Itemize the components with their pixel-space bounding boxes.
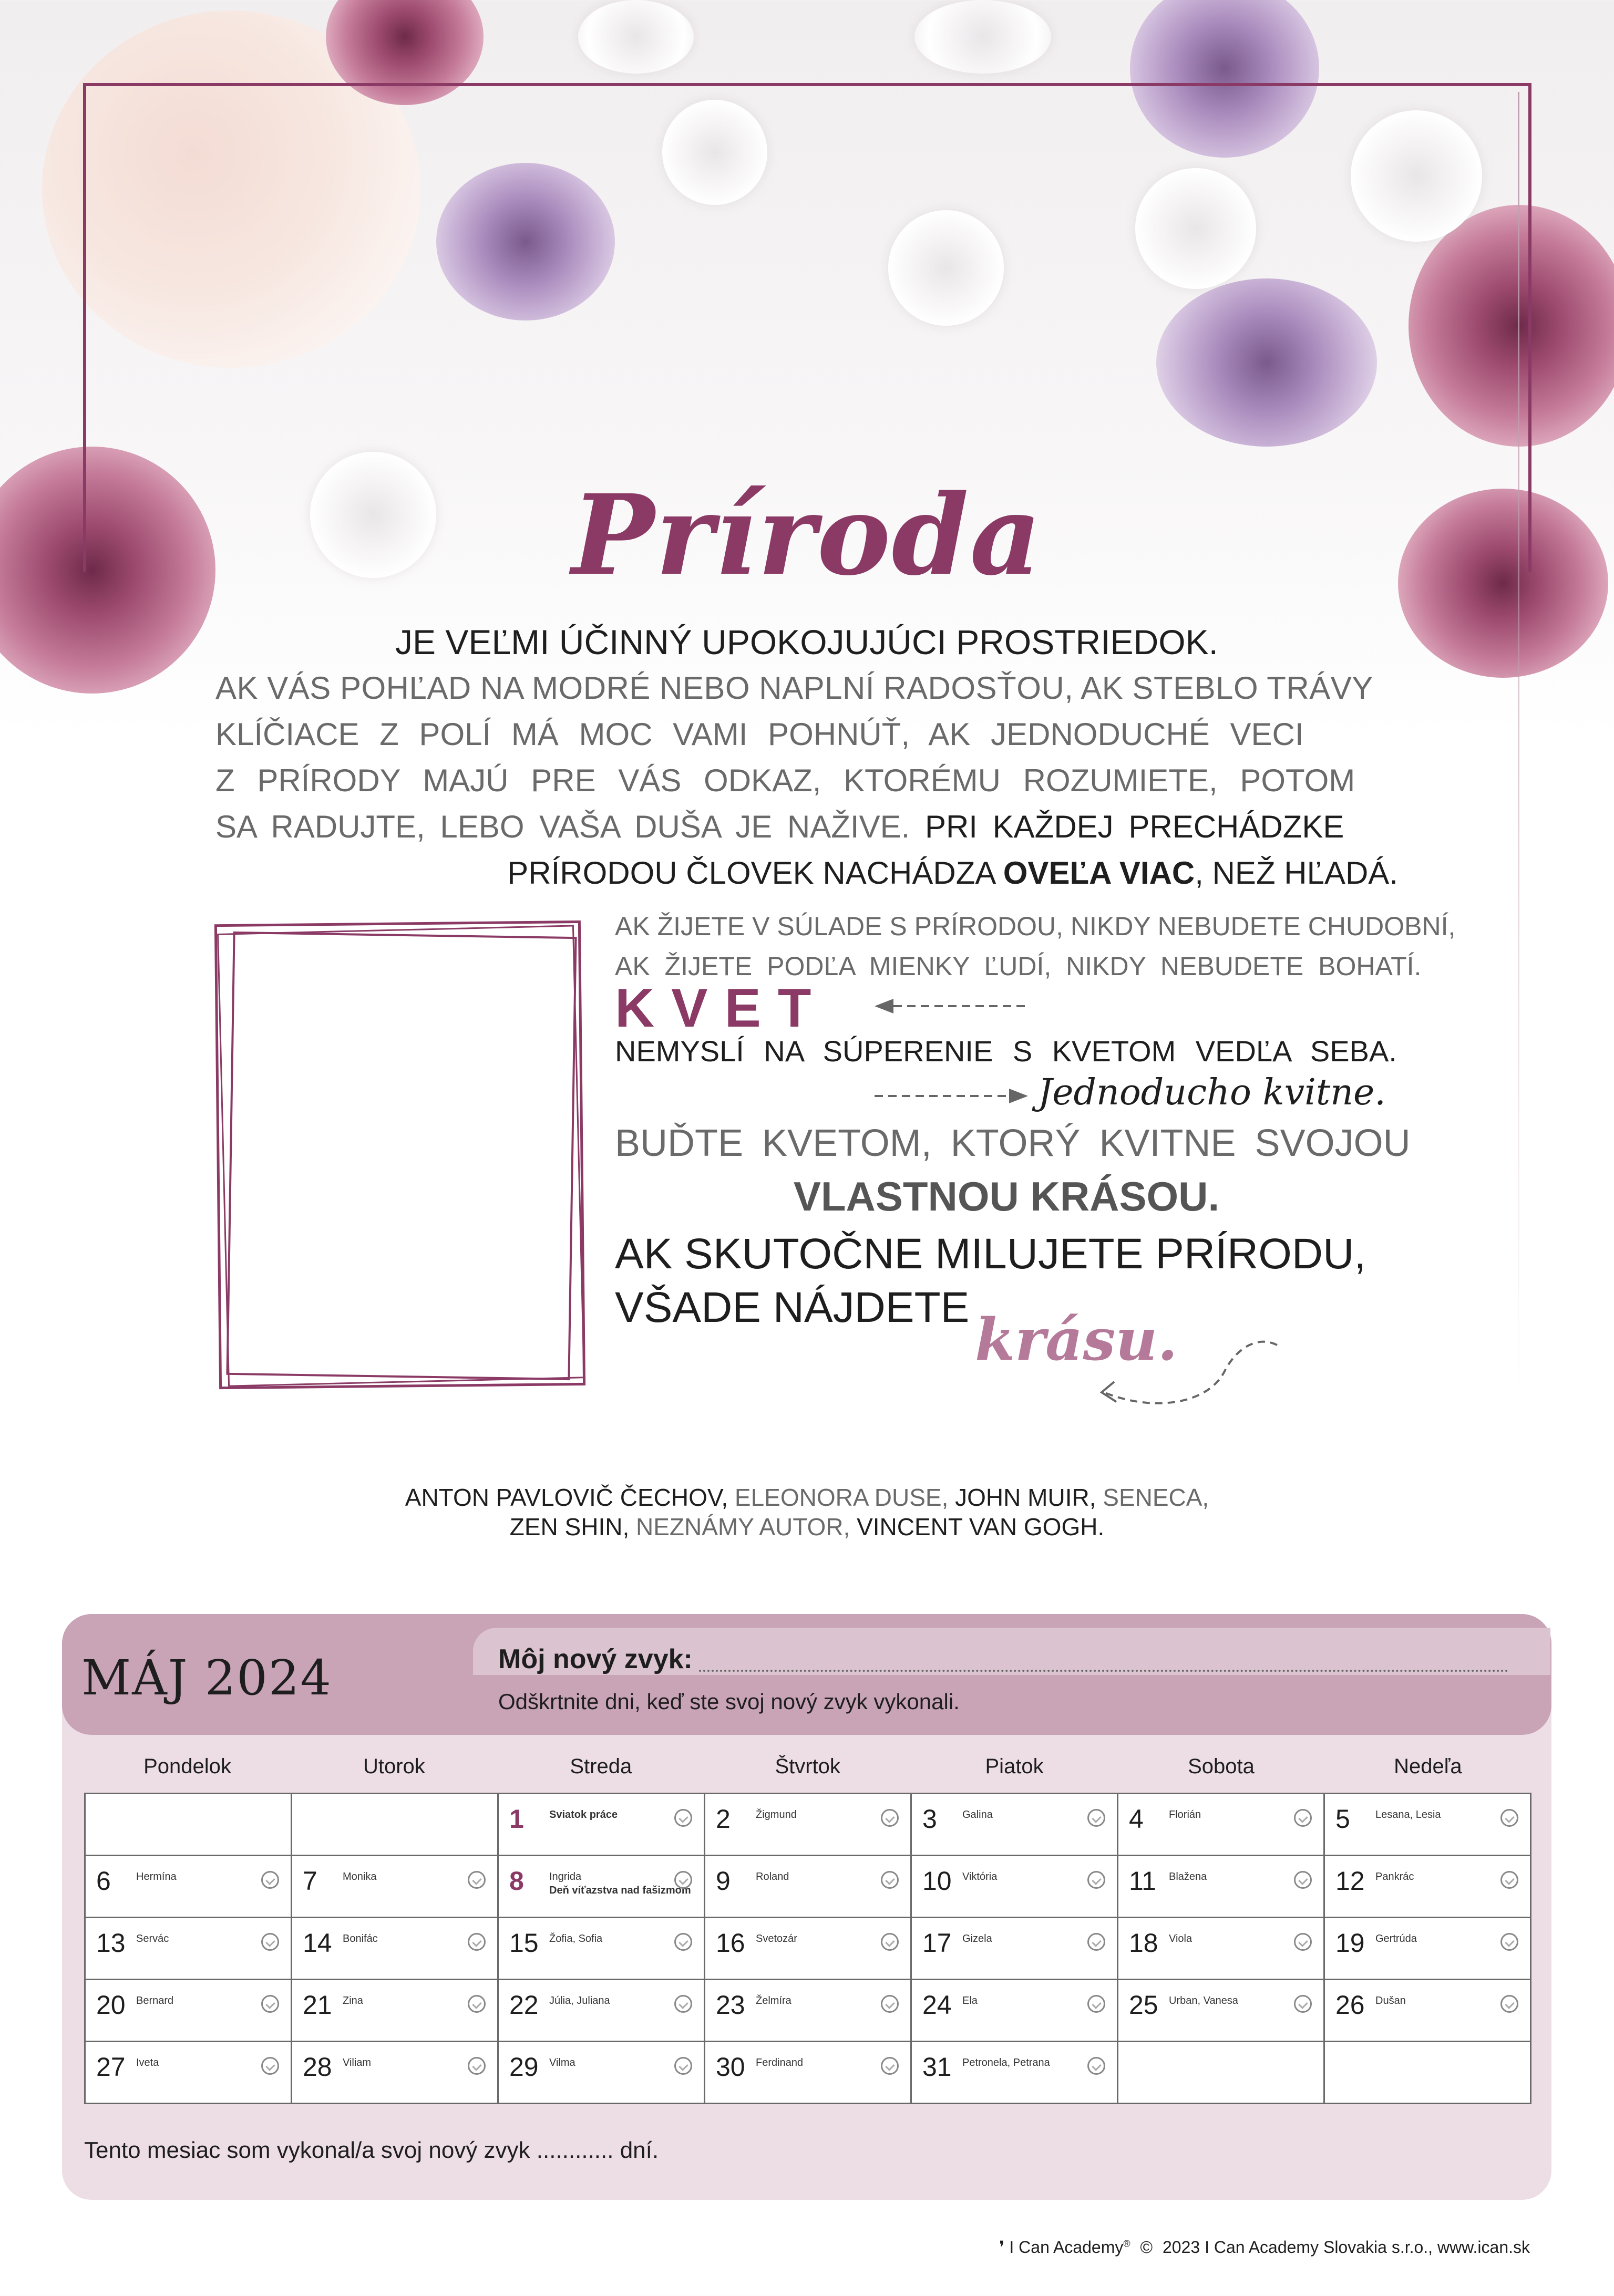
- name-day-text: Sviatok práce: [549, 1809, 618, 1821]
- calendar-day-cell: [911, 1980, 1118, 2042]
- calendar-empty-cell: [85, 1794, 292, 1856]
- peony-flower-decoration: [1409, 205, 1614, 447]
- name-day-text: Ingrida: [549, 1871, 582, 1883]
- kvet-line: NEMYSLÍ NA SÚPERENIE S KVETOM VEDĽA SEBA.: [615, 1035, 1397, 1068]
- intro-text: [215, 619, 1398, 896]
- habit-check-icon[interactable]: [674, 2057, 692, 2075]
- calendar-day-cell: [705, 1794, 911, 1856]
- habit-check-icon[interactable]: [468, 1995, 486, 2013]
- calendar-week-row: [85, 2042, 1531, 2104]
- name-day-text: Bernard: [136, 1995, 174, 2007]
- day-number: 18: [1129, 1928, 1158, 1958]
- name-day-text: Viktória: [962, 1871, 998, 1883]
- calendar-day-cell: [1324, 1794, 1531, 1856]
- calendar-day-cell: [705, 2042, 911, 2104]
- name-day: [1375, 1808, 1441, 1822]
- calendar-week-row: [85, 1856, 1531, 1918]
- name-day: [136, 2056, 159, 2070]
- calendar-empty-cell: [292, 1794, 498, 1856]
- name-day-text: Ela: [962, 1995, 978, 2007]
- calendar-day-cell: [705, 1856, 911, 1918]
- intro-line4-grey: SA RADUJTE, LEBO VAŠA DUŠA JE NAŽIVE.: [215, 809, 910, 844]
- habit-check-icon[interactable]: [1294, 1933, 1312, 1951]
- day-number: 6: [96, 1866, 111, 1896]
- name-day: [343, 1932, 378, 1946]
- author: VINCENT VAN GOGH.: [857, 1513, 1105, 1540]
- name-day-text: Dušan: [1375, 1995, 1406, 2007]
- calendar-week-row: [85, 1980, 1531, 2042]
- habit-check-icon[interactable]: [674, 1871, 692, 1889]
- name-day: [343, 1870, 376, 1884]
- lilac-flower-decoration: [1130, 0, 1319, 158]
- day-number: 15: [509, 1928, 539, 1958]
- habit-check-icon[interactable]: [674, 1933, 692, 1951]
- habit-hint: Odškrtnite dni, keď ste svoj nový zvyk vykonali.: [498, 1689, 960, 1714]
- swirl-arrow-icon: [1067, 1335, 1288, 1419]
- name-day-text: Gertrúda: [1375, 1933, 1417, 1945]
- name-day: [756, 1932, 797, 1946]
- habit-check-icon[interactable]: [261, 1995, 279, 2013]
- name-day: [136, 1932, 169, 1946]
- name-day: [1169, 1870, 1207, 1884]
- copyright: ❜ I Can Academy® © 2023 I Can Academy Slovakia s.r.o., www.ican.sk: [999, 2238, 1530, 2257]
- habit-footer: Tento mesiac som vykonal/a svoj nový zvyk ............ dní.: [84, 2137, 659, 2163]
- arrow-right-icon: [872, 1085, 1030, 1106]
- name-day-text: Bonifác: [343, 1933, 378, 1945]
- name-day: [343, 2056, 371, 2070]
- calendar-day-cell: [1118, 1980, 1324, 2042]
- calendar-day-cell: [1118, 1794, 1324, 1856]
- name-day: [549, 1994, 610, 2008]
- name-day: [962, 1808, 993, 1822]
- weekday-header: Nedeľa: [1394, 1755, 1462, 1778]
- name-day: [962, 1870, 997, 1884]
- habit-check-icon[interactable]: [881, 1871, 899, 1889]
- day-number: 13: [96, 1928, 126, 1958]
- name-day-text: Iveta: [136, 2057, 159, 2069]
- habit-check-icon[interactable]: [1500, 1995, 1518, 2013]
- day-number: 31: [922, 2052, 952, 2082]
- calendar-day-cell: [498, 1856, 705, 1918]
- day-number: 5: [1335, 1804, 1350, 1834]
- name-day-text: Servác: [136, 1933, 169, 1945]
- name-day-text: Pankrác: [1375, 1871, 1414, 1883]
- day-number: 20: [96, 1990, 126, 2020]
- author: JOHN MUIR,: [955, 1484, 1096, 1511]
- calendar-day-cell: [1324, 1856, 1531, 1918]
- quote-rich-1: AK ŽIJETE V SÚLADE S PRÍRODOU, NIKDY NEBUDETE CHUDOBNÍ,: [615, 912, 1456, 941]
- name-day: [756, 1870, 789, 1884]
- page-title: Príroda: [571, 470, 1043, 600]
- habit-check-icon[interactable]: [881, 2057, 899, 2075]
- calendar-day-cell: [498, 1980, 705, 2042]
- day-number: 23: [716, 1990, 745, 2020]
- name-day: [1169, 1808, 1201, 1822]
- holiday-text: Deň víťazstva nad fašizmom: [549, 1885, 691, 1896]
- white-blossom-decoration: [1351, 110, 1482, 242]
- brand-logo-icon: ❜: [999, 2238, 1005, 2257]
- day-number: 25: [1129, 1990, 1158, 2020]
- name-day-text: Svetozár: [756, 1933, 797, 1945]
- day-number: 4: [1129, 1804, 1144, 1834]
- day-number: 12: [1335, 1866, 1365, 1896]
- habit-check-icon[interactable]: [1500, 1933, 1518, 1951]
- name-day: [756, 2056, 803, 2070]
- name-day-text: Žofia, Sofia: [549, 1933, 603, 1945]
- calendar-day-cell: [85, 1856, 292, 1918]
- frame-right-inner: [1518, 92, 1519, 1405]
- habit-check-icon[interactable]: [881, 1995, 899, 2013]
- name-day: [549, 2056, 575, 2070]
- name-day-text: Zina: [343, 1995, 363, 2007]
- author: SENECA,: [1103, 1484, 1209, 1511]
- calendar-day-cell: [1118, 1918, 1324, 1980]
- love-line-2: VŠADE NÁJDETE: [615, 1284, 970, 1331]
- calendar-day-cell: [85, 2042, 292, 2104]
- name-day-text: Blažena: [1169, 1871, 1207, 1883]
- day-number: 22: [509, 1990, 539, 2020]
- name-day-text: Ferdinand: [756, 2057, 804, 2069]
- calendar-week-row: [85, 1794, 1531, 1856]
- calendar-grid: [84, 1793, 1531, 2104]
- calendar-day-cell: [911, 1856, 1118, 1918]
- day-number: 26: [1335, 1990, 1365, 2020]
- white-blossom-decoration: [888, 210, 1004, 326]
- weekday-header: Piatok: [985, 1755, 1044, 1778]
- habit-check-icon[interactable]: [674, 1995, 692, 2013]
- calendar-day-cell: [705, 1918, 911, 1980]
- author: ELEONORA DUSE,: [734, 1484, 949, 1511]
- name-day-text: Roland: [756, 1871, 789, 1883]
- day-number: 28: [303, 2052, 332, 2082]
- weekday-header: Sobota: [1188, 1755, 1255, 1778]
- intro-line: Z PRÍRODY MAJÚ PRE VÁS ODKAZ, KTORÉMU ROZUMIETE, POTOM: [215, 763, 1355, 798]
- day-number: 14: [303, 1928, 332, 1958]
- authors: [0, 1483, 1614, 1542]
- calendar-day-cell: [292, 2042, 498, 2104]
- day-number: 7: [303, 1866, 317, 1896]
- intro-line: [215, 850, 1398, 896]
- copyright-brand: I Can Academy: [1009, 2238, 1124, 2257]
- calendar-day-cell: [292, 1856, 498, 1918]
- habit-check-icon[interactable]: [881, 1809, 899, 1827]
- name-day: [1375, 1870, 1414, 1884]
- day-number: 30: [716, 2052, 745, 2082]
- calendar-day-cell: [85, 1918, 292, 1980]
- day-number: 8: [509, 1866, 524, 1896]
- name-day-text: Júlia, Juliana: [549, 1995, 610, 2007]
- quote-column: [615, 906, 1456, 986]
- name-day-text: Želmíra: [756, 1995, 791, 2007]
- copyright-icon: ©: [1140, 2238, 1153, 2257]
- name-day-text: Viola: [1169, 1933, 1192, 1945]
- day-number: 3: [922, 1804, 937, 1834]
- name-day: [549, 1932, 602, 1946]
- author: ZEN SHIN,: [509, 1513, 630, 1540]
- love-line-1: AK SKUTOČNE MILUJETE PRÍRODU,: [615, 1230, 1366, 1278]
- day-number: 1: [509, 1804, 524, 1834]
- habit-check-icon[interactable]: [261, 1933, 279, 1951]
- habit-check-icon[interactable]: [261, 2057, 279, 2075]
- weekday-header: Streda: [570, 1755, 632, 1778]
- name-day-text: Vilma: [549, 2057, 575, 2069]
- name-day: [962, 2056, 1050, 2070]
- day-number: 29: [509, 2052, 539, 2082]
- calendar-day-cell: [292, 1980, 498, 2042]
- author: NEZNÁMY AUTOR,: [636, 1513, 850, 1540]
- name-day-text: Gizela: [962, 1933, 992, 1945]
- calendar-day-cell: [498, 1794, 705, 1856]
- name-day: [343, 1994, 363, 2008]
- lilac-flower-decoration: [1156, 278, 1377, 447]
- calendar-day-cell: [1118, 1856, 1324, 1918]
- name-day-text: Lesana, Lesia: [1375, 1809, 1441, 1821]
- name-day-text: Urban, Vanesa: [1169, 1995, 1238, 2007]
- weekday-header: Pondelok: [143, 1755, 231, 1778]
- kvet-script: Jednoducho kvitne.: [1038, 1072, 1386, 1113]
- name-day: [1169, 1994, 1238, 2008]
- calendar-day-cell: [85, 1980, 292, 2042]
- habit-check-icon[interactable]: [1087, 1809, 1105, 1827]
- photo-frame: [213, 914, 591, 1398]
- calendar-day-cell: [498, 1918, 705, 1980]
- day-number: 9: [716, 1866, 731, 1896]
- name-day: [756, 1808, 797, 1822]
- quote-rich-2: AK ŽIJETE PODĽA MIENKY ĽUDÍ, NIKDY NEBUDETE BOHATÍ.: [615, 952, 1422, 981]
- name-day-text: Hermína: [136, 1871, 177, 1883]
- calendar-day-cell: [498, 2042, 705, 2104]
- month-title: MÁJ 2024: [81, 1650, 332, 1706]
- name-day: [962, 1932, 992, 1946]
- day-number: 27: [96, 2052, 126, 2082]
- intro-line5-bold: OVEĽA VIAC: [1003, 855, 1195, 891]
- name-day-text: Viliam: [343, 2057, 372, 2069]
- name-day: [549, 1808, 618, 1822]
- habit-check-icon[interactable]: [1500, 1871, 1518, 1889]
- habit-check-icon[interactable]: [674, 1809, 692, 1827]
- intro-line: AK VÁS POHĽAD NA MODRÉ NEBO NAPLNÍ RADOSŤOU, AK STEBLO TRÁVY: [215, 670, 1373, 706]
- name-day: [1375, 1932, 1417, 1946]
- name-day-text: Petronela, Petrana: [962, 2057, 1050, 2069]
- habit-check-icon[interactable]: [468, 1933, 486, 1951]
- weekday-header: Štvrtok: [775, 1755, 840, 1778]
- habit-check-icon[interactable]: [261, 1871, 279, 1889]
- bloom-bold: VLASTNOU KRÁSOU.: [793, 1173, 1220, 1219]
- white-blossom-decoration: [662, 100, 767, 205]
- day-number: 2: [716, 1804, 731, 1834]
- author: ANTON PAVLOVIČ ČECHOV,: [405, 1484, 728, 1511]
- name-day: [136, 1870, 177, 1884]
- lilac-flower-decoration: [436, 163, 615, 320]
- habit-input-line[interactable]: [699, 1670, 1508, 1672]
- day-number: 16: [716, 1928, 745, 1958]
- day-number: 19: [1335, 1928, 1365, 1958]
- love-script: krásu.: [975, 1306, 1178, 1373]
- name-day: [1375, 1994, 1406, 2008]
- habit-check-icon[interactable]: [1087, 1933, 1105, 1951]
- intro-line: KLÍČIACE Z POLÍ MÁ MOC VAMI POHNÚŤ, AK JEDNODUCHÉ VECI: [215, 717, 1304, 752]
- name-day-text: Galina: [962, 1809, 993, 1821]
- habit-check-icon[interactable]: [1294, 1871, 1312, 1889]
- calendar-empty-cell: [1118, 2042, 1324, 2104]
- name-day: [1169, 1932, 1192, 1946]
- name-day: [136, 1994, 173, 2008]
- weekday-header: Utorok: [363, 1755, 425, 1778]
- day-number: 17: [922, 1928, 952, 1958]
- habit-check-icon[interactable]: [1500, 1809, 1518, 1827]
- day-number: 21: [303, 1990, 332, 2020]
- bloom-line: BUĎTE KVETOM, KTORÝ KVITNE SVOJOU: [615, 1122, 1411, 1164]
- intro-line4-dark: PRI KAŽDEJ PRECHÁDZKE: [924, 809, 1344, 844]
- habit-check-icon[interactable]: [1294, 1809, 1312, 1827]
- habit-check-icon[interactable]: [468, 1871, 486, 1889]
- day-number: 11: [1129, 1866, 1156, 1896]
- habit-check-icon[interactable]: [1087, 1871, 1105, 1889]
- name-day-text: Monika: [343, 1871, 377, 1883]
- habit-check-icon[interactable]: [1294, 1995, 1312, 2013]
- day-number: 10: [922, 1866, 952, 1896]
- white-blossom-decoration: [1135, 168, 1256, 289]
- name-day: [756, 1994, 791, 2008]
- intro-line5-b: , NEŽ HĽADÁ.: [1195, 855, 1398, 891]
- white-blossom-decoration: [914, 0, 1051, 74]
- habit-label: Môj nový zvyk:: [498, 1644, 693, 1674]
- arrow-left-icon: [872, 996, 1030, 1017]
- habit-check-icon[interactable]: [1087, 1995, 1105, 2013]
- habit-check-icon[interactable]: [881, 1933, 899, 1951]
- calendar-day-cell: [705, 1980, 911, 2042]
- name-day-text: Florián: [1169, 1809, 1201, 1821]
- habit-check-icon[interactable]: [468, 2057, 486, 2075]
- calendar-day-cell: [1324, 1918, 1531, 1980]
- frame-top: [83, 83, 1531, 86]
- name-day: [549, 1870, 691, 1897]
- name-day-text: Žigmund: [756, 1809, 797, 1821]
- copyright-text: 2023 I Can Academy Slovakia s.r.o., www.ican.sk: [1163, 2238, 1530, 2257]
- calendar-empty-cell: [1324, 2042, 1531, 2104]
- intro-line5-a: PRÍRODOU ČLOVEK NACHÁDZA: [507, 855, 995, 891]
- day-number: 24: [922, 1990, 952, 2020]
- calendar-day-cell: [911, 1794, 1118, 1856]
- name-day: [962, 1994, 978, 2008]
- intro-lead: JE VEĽMI ÚČINNÝ UPOKOJUJÚCI PROSTRIEDOK.: [395, 623, 1218, 661]
- white-blossom-decoration: [578, 0, 694, 74]
- calendar-day-cell: [911, 1918, 1118, 1980]
- calendar-week-row: [85, 1918, 1531, 1980]
- kvet-heading: KVET: [615, 978, 828, 1039]
- calendar-day-cell: [1324, 1980, 1531, 2042]
- intro-line: [215, 804, 1398, 850]
- calendar-day-cell: [292, 1918, 498, 1980]
- habit-check-icon[interactable]: [1087, 2057, 1105, 2075]
- calendar-day-cell: [911, 2042, 1118, 2104]
